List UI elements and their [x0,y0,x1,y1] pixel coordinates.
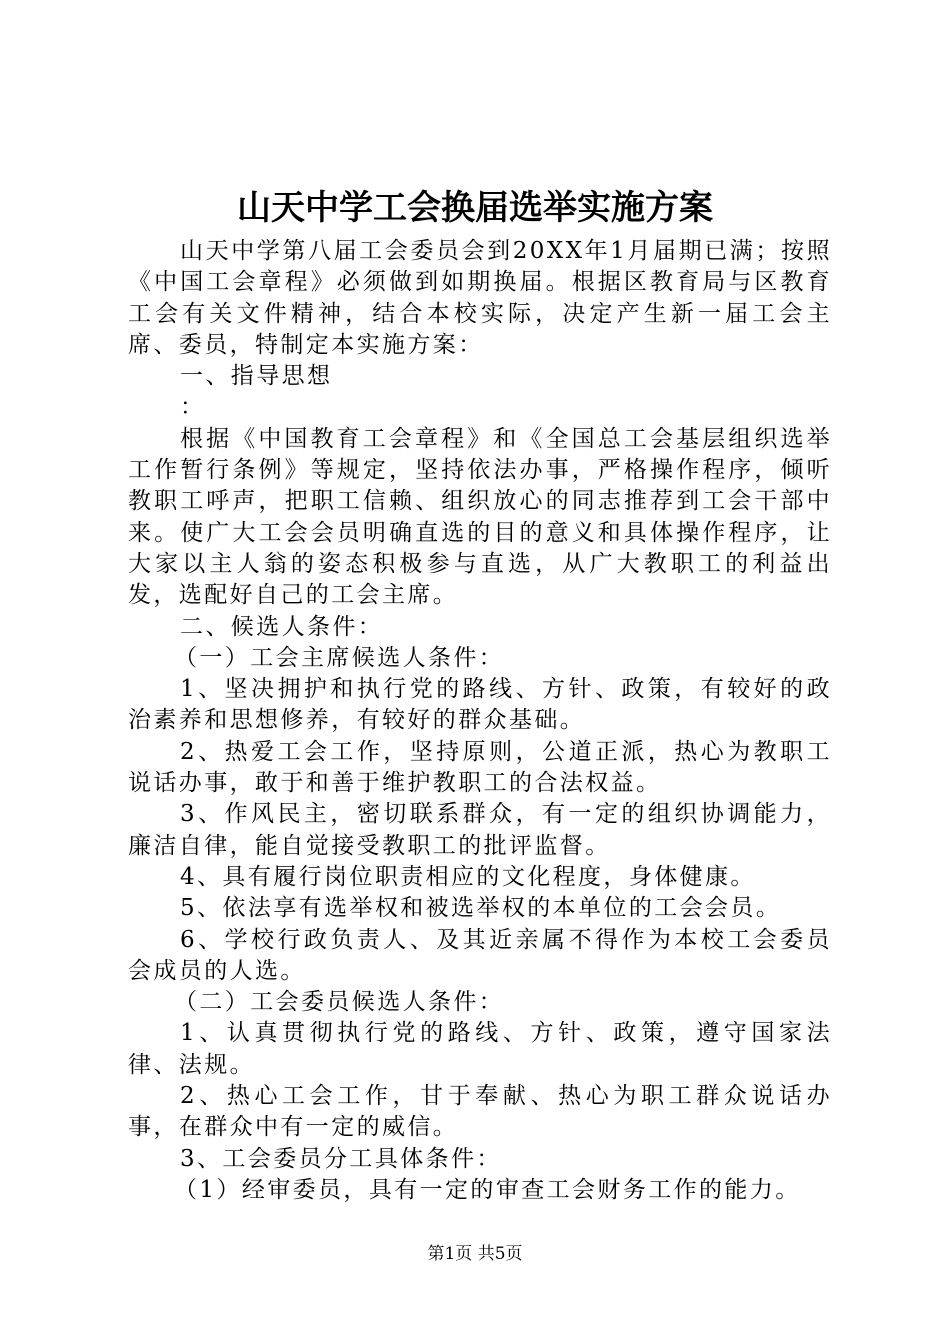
section-heading: 一、指导思想 [180,363,333,390]
list-item: 1、认真贯彻执行党的路线、方针、政策，遵守国家法律、法规。 [128,1020,832,1078]
paragraph: ： [180,394,206,421]
subsection-heading: （二）工会委员候选人条件： [174,989,505,1016]
list-item: 5、依法享有选举权和被选举权的本单位的工会会员。 [180,895,782,922]
list-item: 3、作风民主，密切联系群众，有一定的组织协调能力，廉洁自律，能自觉接受教职工的批评监督。 [128,801,832,859]
list-item: （1）经审委员，具有一定的审查工会财务工作的能力。 [174,1176,801,1203]
subsection-heading: （一）工会主席候选人条件： [174,644,505,671]
paragraph: 山天中学第八届工会委员会到20XX年1月届期已满；按照《中国工会章程》必须做到如期换届。根据区教育局与区教育工会有关文件精神，结合本校实际，决定产生新一届工会主席、委员，特制定本实施方案： [128,238,832,358]
list-item: 6、学校行政负责人、及其近亲属不得作为本校工会委员会成员的人选。 [128,926,832,984]
document-body [128,236,832,1206]
document-title: 山天中学工会换届选举实施方案 [237,188,713,228]
list-item: 2、热心工会工作，甘于奉献、热心为职工群众说话办事，在群众中有一定的威信。 [128,1083,832,1141]
section-heading: 二、候选人条件： [180,613,384,640]
page-footer: 第1页 共5页 [427,1244,523,1264]
list-item: 4、具有履行岗位职责相应的文化程度，身体健康。 [180,863,756,890]
list-item: 1、坚决拥护和执行党的路线、方针、政策，有较好的政治素养和思想修养，有较好的群众基础。 [128,676,832,734]
list-item: 2、热爱工会工作，坚持原则，公道正派，热心为教职工说话办事，敢于和善于维护教职工的合法权益。 [128,738,832,797]
paragraph: 根据《中国教育工会章程》和《全国总工会基层组织选举工作暂行条例》等规定，坚持依法办事，严格操作程序，倾听教职工呼声，把职工信赖、组织放心的同志推荐到工会干部中来。使广大工会会员明确直选的目的意义和具体操作程序，让大家以主人翁的姿态积极参与直选，从广大教职工的利益出发，选配好自己的工会主席。 [128,425,832,609]
list-item: 3、工会委员分工具体条件： [180,1145,502,1172]
